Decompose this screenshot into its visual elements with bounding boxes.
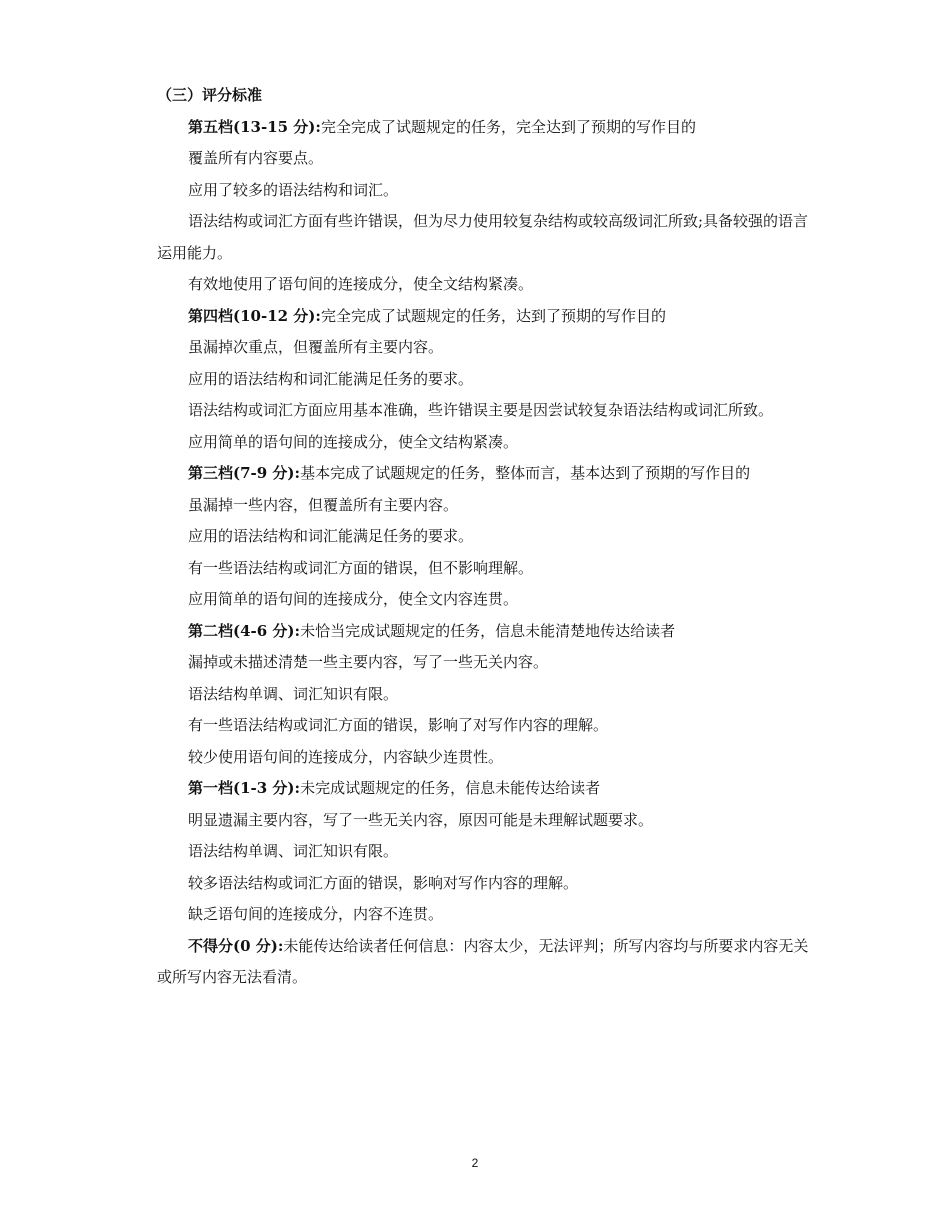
tier-description: 基本完成了试题规定的任务，整体而言，基本达到了预期的写作目的 xyxy=(300,464,751,482)
tier-description: 完全完成了试题规定的任务，完全达到了预期的写作目的 xyxy=(320,117,696,136)
tier-point: 较多语法结构或词汇方面的错误，影响对写作内容的理解。 xyxy=(188,873,579,892)
tier-label: 第五档(13-15 分): xyxy=(188,117,321,136)
tier-point: 应用了较多的语法结构和词汇。 xyxy=(188,180,399,199)
tier-point: 语法结构或词汇方面应用基本准确，些许错误主要是因尝试较复杂语法结构或词汇所致。 xyxy=(188,401,774,419)
tier-label: 不得分(0 分): xyxy=(188,936,284,955)
tier-point: 明显遗漏主要内容，写了一些无关内容，原因可能是未理解试题要求。 xyxy=(188,810,654,829)
tier-description: 未能传达给读者任何信息：内容太少，无法评判；所写内容均与所要求内容无关或所写内容无法看清。 xyxy=(157,936,809,986)
tier-label: 第三档(7-9 分): xyxy=(188,464,301,482)
tier-point: 应用的语法结构和词汇能满足任务的要求。 xyxy=(188,369,474,388)
tier-description: 完全完成了试题规定的任务，达到了预期的写作目的 xyxy=(320,306,666,325)
tier-point: 语法结构单调、词汇知识有限。 xyxy=(188,842,399,860)
tier-point: 有一些语法结构或词汇方面的错误，但不影响理解。 xyxy=(188,558,534,577)
tier-heading xyxy=(157,773,817,805)
tier-point: 漏掉或未描述清楚一些主要内容，写了一些无关内容。 xyxy=(188,653,549,671)
document-body xyxy=(157,80,817,994)
page-number: 2 xyxy=(471,1156,479,1170)
tier-heading xyxy=(157,458,817,490)
section-title: （三）评分标准 xyxy=(157,86,263,104)
tier-label: 第二档(4-6 分): xyxy=(188,621,301,640)
tier-description: 未恰当完成试题规定的任务，信息未能清楚地传达给读者 xyxy=(300,621,676,640)
tier-heading xyxy=(157,616,817,648)
tier-point: 虽漏掉次重点，但覆盖所有主要内容。 xyxy=(188,338,444,356)
tier-point: 应用的语法结构和词汇能满足任务的要求。 xyxy=(188,527,474,545)
tier-point: 覆盖所有内容要点。 xyxy=(188,149,324,167)
tier-point: 虽漏掉一些内容，但覆盖所有主要内容。 xyxy=(188,495,459,514)
tier-label: 第一档(1-3 分): xyxy=(188,779,301,797)
tier-label: 第四档(10-12 分): xyxy=(188,306,321,325)
tier-point: 缺乏语句间的连接成分，内容不连贯。 xyxy=(188,905,444,923)
zero-score-rule xyxy=(157,931,817,994)
tier-heading xyxy=(157,112,817,144)
tier-heading xyxy=(157,301,817,333)
tier-point: 较少使用语句间的连接成分，内容缺少连贯性。 xyxy=(188,747,504,766)
tier-point: 有效地使用了语句间的连接成分，使全文结构紧凑。 xyxy=(188,275,534,293)
tier-point: 语法结构或词汇方面有些许错误，但为尽力使用较复杂结构或较高级词汇所致;具备较强的语言运用能力。 xyxy=(157,212,809,262)
tier-point: 应用简单的语句间的连接成分，使全文结构紧凑。 xyxy=(188,432,519,451)
tier-point: 有一些语法结构或词汇方面的错误，影响了对写作内容的理解。 xyxy=(188,716,609,734)
tier-point: 语法结构单调、词汇知识有限。 xyxy=(188,684,399,703)
tier-description: 未完成试题规定的任务，信息未能传达给读者 xyxy=(300,779,601,797)
tier-point: 应用简单的语句间的连接成分，使全文内容连贯。 xyxy=(188,590,519,608)
